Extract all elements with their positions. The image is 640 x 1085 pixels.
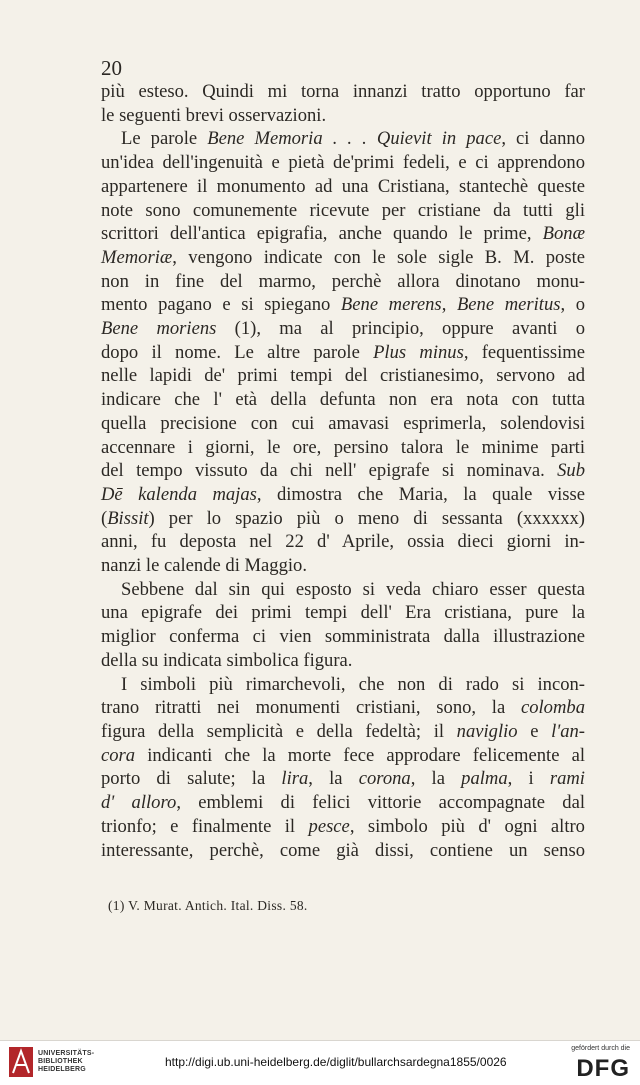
text-line: Sebbene dal sin qui esposto si veda chiaro esser questa [121, 578, 585, 600]
italic-phrase: Sub [557, 460, 585, 482]
text-line: più esteso. Quindi mi torna innanzi tratto opportuno far [101, 81, 585, 102]
text-line: una epigrafe dei primi tempi dell' Era cristiana, pure la [101, 602, 585, 624]
text-line: anni, fu deposta nel 22 d' Aprile, ossia dieci giorni in- [101, 531, 585, 553]
text-line: note sono comunemente ricevute per cristiane da tutti gli [101, 199, 585, 221]
text-line: del tempo vissuto da chi nell' epigrafe si nominava. Sub [101, 460, 585, 482]
text-line: Dē kalenda majas, dimostra che Maria, la quale visse [101, 483, 586, 505]
dfg-logo: DFG [576, 1055, 630, 1082]
italic-phrase: Bonæ [542, 223, 585, 245]
text-line: trano ritratti nei monumenti cristiani, sono, la colomba [101, 697, 585, 719]
italic-phrase: Memoriæ [101, 246, 173, 268]
italic-phrase: colomba [520, 697, 585, 719]
text-line: scrittori dell'antica epigrafia, anche quando le prime, Bonæ [101, 223, 585, 245]
footnote: (1) V. Murat. Antich. Ital. Diss. 58. [108, 898, 308, 913]
italic-phrase: naviglio [456, 720, 518, 742]
text-line: mento pagano e si spiegano Bene merens, Bene meritus, o [101, 294, 586, 316]
italic-phrase: Plus minus [373, 341, 464, 363]
italic-phrase: pesce [308, 815, 350, 837]
text-line: Memoriæ, vengono indicate con le sole sigle B. M. poste [101, 246, 585, 268]
italic-phrase: Bissit [107, 507, 149, 529]
library-name-line: HEIDELBERG [38, 1066, 86, 1073]
text-line: I simboli più rimarchevoli, che non di rado si incon- [121, 673, 585, 695]
text-line: (Bissit) per lo spazio più o meno di sessanta (xxxxxx) [101, 507, 585, 529]
text-line: figura della semplicità e della fedeltà; il naviglio e l'an- [101, 720, 585, 742]
viewer-footer [0, 1040, 640, 1085]
text-line: indicare che l' età della defunta non era nota con tutta [101, 389, 585, 411]
page-number: 20 [101, 56, 122, 80]
text-line: non in fine del marmo, perchè allora dinotano monu- [101, 270, 585, 292]
italic-phrase: Dē kalenda majas [101, 483, 257, 505]
text-line: cora indicanti che la morte fece approdare felicemente al [101, 744, 585, 766]
italic-phrase: cora [101, 744, 136, 766]
body-text [101, 80, 585, 862]
text-line: quella precisione con cui amavasi esprimerla, solendovisi [101, 412, 585, 434]
text-line: appartenere il monumento ad una Cristiana, stantechè queste [101, 175, 585, 197]
text-line: accennare i giorni, le ore, persino talora le minime parti [101, 436, 585, 458]
text-line: un'idea dell'ingenuità e pietà de'primi fedeli, e ci apprendono [101, 152, 585, 174]
text-line: trionfo; e finalmente il pesce, simbolo più d' ogni altro [101, 815, 585, 837]
text-line: dopo il nome. Le altre parole Plus minus, fequentissime [101, 341, 585, 363]
university-seal-icon [8, 1045, 34, 1079]
italic-phrase: Bene meritus [456, 294, 561, 316]
italic-phrase: palma [461, 768, 508, 790]
italic-phrase: l'an- [551, 720, 585, 742]
italic-phrase: lira [281, 768, 309, 790]
italic-phrase: corona [358, 768, 411, 790]
italic-phrase: rami [549, 768, 585, 790]
text-line: d' alloro, emblemi di felici vittorie accompagnate dal [101, 792, 585, 814]
text-line: Bene moriens (1), ma al principio, oppure avanti o [101, 318, 585, 340]
permalink-url[interactable]: http://digi.ub.uni-heidelberg.de/diglit/bullarchsardegna1855/0026 [165, 1055, 507, 1069]
library-name-line: BIBLIOTHEK [38, 1058, 83, 1065]
text-line: porto di salute; la lira, la corona, la palma, i rami [101, 768, 585, 790]
text-line: della su indicata simbolica figura. [101, 649, 353, 671]
text-line: le seguenti brevi osservazioni. [101, 104, 327, 126]
funding-note: gefördert durch die [571, 1045, 630, 1052]
text-line: miglior conferma ci vien somministrata dalla illustrazione [101, 626, 585, 648]
text-line: Le parole Bene Memoria . . . Quievit in pace, ci danno [121, 128, 585, 150]
library-name-line: UNIVERSITÄTS- [38, 1050, 95, 1057]
text-line: nelle lapidi de' primi tempi del cristianesimo, servono ad [101, 365, 585, 387]
italic-phrase: Bene Memoria . . . Quievit in pace [207, 128, 502, 150]
text-line: interessante, perchè, come già dissi, contiene un senso [101, 839, 585, 861]
library-name [38, 1050, 94, 1074]
italic-phrase: Bene merens [340, 294, 442, 316]
text-line: nanzi le calende di Maggio. [101, 555, 308, 577]
italic-phrase: d' alloro [101, 792, 177, 814]
italic-phrase: Bene moriens [101, 318, 217, 340]
